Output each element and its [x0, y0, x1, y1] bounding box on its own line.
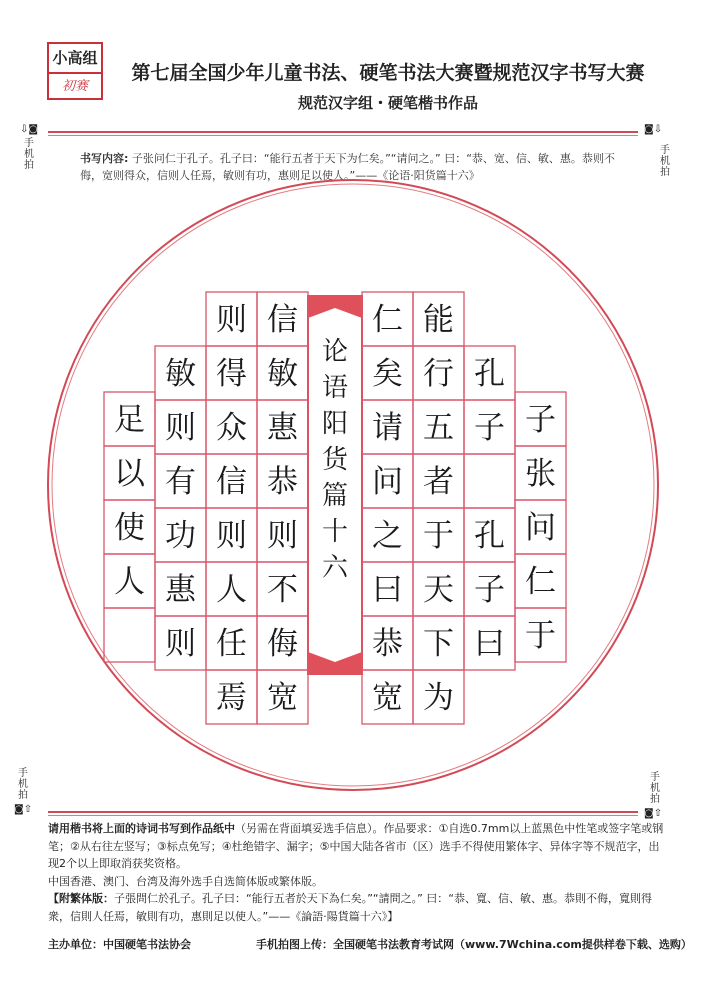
- right-col-0-char: 张: [525, 456, 556, 492]
- right-col-0-char: 问: [525, 510, 556, 546]
- left-col-1-char: 得: [216, 356, 247, 392]
- bottom-border-line-thin: [48, 815, 638, 816]
- right-col-0-char: 于: [525, 618, 556, 654]
- left-col-3-char: 使: [114, 510, 145, 546]
- left-col-3-char: 足: [114, 402, 145, 438]
- right-col-2-char: 行: [423, 356, 454, 392]
- traditional-label: 【附繁体版：: [48, 892, 114, 905]
- page-title: 第七届全国少年儿童书法、硬笔书法大赛暨规范汉字书写大赛: [131, 62, 645, 84]
- left-col-1-char: 任: [216, 626, 247, 662]
- left-col-2-char: 有: [165, 464, 196, 500]
- center-title-char: 篇: [321, 481, 349, 511]
- organizer: 主办单位：中国硬笔书法协会: [48, 938, 191, 951]
- right-col-3-char: 之: [372, 518, 403, 554]
- right-col-1-char: 孔: [474, 356, 505, 392]
- content-label: 书写内容:: [80, 152, 129, 165]
- left-col-1-char: 信: [216, 464, 247, 500]
- left-col-1-char: 则: [216, 302, 247, 338]
- camera-icon: ◙⇧: [644, 808, 663, 819]
- instructions-lead: 请用楷书将上面的诗词书写到作品纸中: [48, 822, 235, 835]
- left-col-1-char: 焉: [216, 680, 247, 716]
- right-col-3-char: 恭: [372, 626, 403, 662]
- phone-scan-label-right: 手机拍: [660, 145, 670, 178]
- right-col-3-char: 曰: [372, 572, 403, 608]
- right-col-2-char: 天: [423, 572, 454, 608]
- instructions-requirements: （另需在背面填妥选手信息）。作品要求：①自选0.7mm以上蓝黑色中性笔或签字笔或钢笔；②从右往左竖写；③标点免写；④杜绝错字、漏字；⑤中国大陆各省市（区）选手不得使用繁体字、异体字等不规范字，出现2个以上即取消获奖资格。: [48, 822, 664, 870]
- left-col-1-char: 人: [216, 572, 247, 608]
- bottom-border-line: [48, 811, 638, 813]
- page-subtitle: 规范汉字组・硬笔楷书作品: [297, 94, 478, 112]
- camera-icon: ◙⇧: [14, 804, 33, 815]
- right-col-3-char: 问: [372, 464, 403, 500]
- left-col-1-char: 则: [216, 518, 247, 554]
- left-col-2-char: 惠: [165, 572, 196, 608]
- left-col-0-char: 宽: [267, 680, 298, 716]
- left-col-0-char: 敏: [267, 356, 298, 392]
- left-col-3-char: 人: [114, 564, 145, 600]
- traditional-text: 子張問仁於孔子。孔子曰：“能行五者於天下為仁矣。”“請問之。” 曰：“恭、寬、信、敏、惠。恭則不侮，寬則得衆，信則人任焉，敏則有功，惠則足以使人。”——《論語·陽貨篇十六》】: [48, 892, 652, 923]
- badge-group-label: 小高组: [49, 44, 101, 74]
- phone-scan-label-bottom-right: 手机拍: [650, 772, 660, 805]
- badge-stage-stamp: 初赛: [61, 79, 88, 94]
- left-col-2-char: 敏: [165, 356, 196, 392]
- camera-icon: ⇩◙: [20, 124, 39, 135]
- left-col-2-char: 则: [165, 626, 196, 662]
- right-col-2-char: 者: [423, 464, 454, 500]
- right-col-0-char: 仁: [525, 564, 556, 600]
- right-col-2-char: 下: [423, 626, 454, 662]
- left-col-2-char: 则: [165, 410, 196, 446]
- left-col-0-char: 则: [267, 518, 298, 554]
- content-text: 子张问仁于孔子。孔子曰：“能行五者于天下为仁矣。”“请问之。” 曰：“恭、宽、信、敏、惠。恭则不侮，宽则得众，信则人任焉，敏则有功，惠则足以使人。”——《论语·阳货篇十六》: [80, 152, 615, 182]
- left-col-0-char: 信: [267, 302, 298, 338]
- left-col-0-char: 惠: [267, 410, 298, 446]
- left-col-0-char: 恭: [267, 464, 298, 500]
- right-col-3-char: 矣: [372, 356, 403, 392]
- center-title-char: 阳: [321, 409, 349, 439]
- right-col-1-char: 曰: [474, 626, 505, 662]
- instructions: [48, 820, 668, 925]
- right-col-2-char: 五: [423, 410, 454, 446]
- instructions-overseas: 中国香港、澳门、台湾及海外选手自选简体版或繁体版。: [48, 874, 323, 888]
- right-col-1-char: 子: [474, 410, 505, 446]
- right-col-3-char: 仁: [372, 302, 403, 338]
- right-col-2-char: 能: [423, 302, 454, 338]
- right-col-3-char: 宽: [372, 680, 403, 716]
- center-title-char: 论: [321, 337, 349, 367]
- right-col-0-char: 子: [525, 402, 556, 438]
- right-col-1-char: 子: [474, 572, 505, 608]
- phone-scan-label-bottom-left: 手机拍: [18, 768, 28, 801]
- phone-scan-label-left: 手机拍: [24, 138, 34, 171]
- left-col-2-char: 功: [165, 518, 196, 554]
- left-col-3-cell: [104, 608, 155, 662]
- right-col-1-char: 孔: [474, 518, 505, 554]
- right-col-1-cell: [464, 454, 515, 508]
- left-col-0-char: 侮: [267, 626, 298, 662]
- center-title-char: 十: [321, 517, 349, 547]
- left-col-1-char: 众: [216, 410, 247, 446]
- left-col-0-char: 不: [267, 572, 298, 608]
- right-col-2-char: 于: [423, 518, 454, 554]
- center-title-char: 货: [321, 445, 349, 475]
- left-col-3-char: 以: [114, 456, 145, 492]
- center-title-char: 六: [321, 553, 349, 583]
- right-col-2-char: 为: [423, 680, 454, 716]
- right-col-3-char: 请: [372, 410, 403, 446]
- center-title-char: 语: [321, 373, 349, 403]
- upload-info: 手机拍图上传：全国硬笔书法教育考试网（www.7Wchina.com提供样卷下载、选购）: [256, 938, 692, 951]
- camera-icon: ◙⇩: [644, 124, 663, 135]
